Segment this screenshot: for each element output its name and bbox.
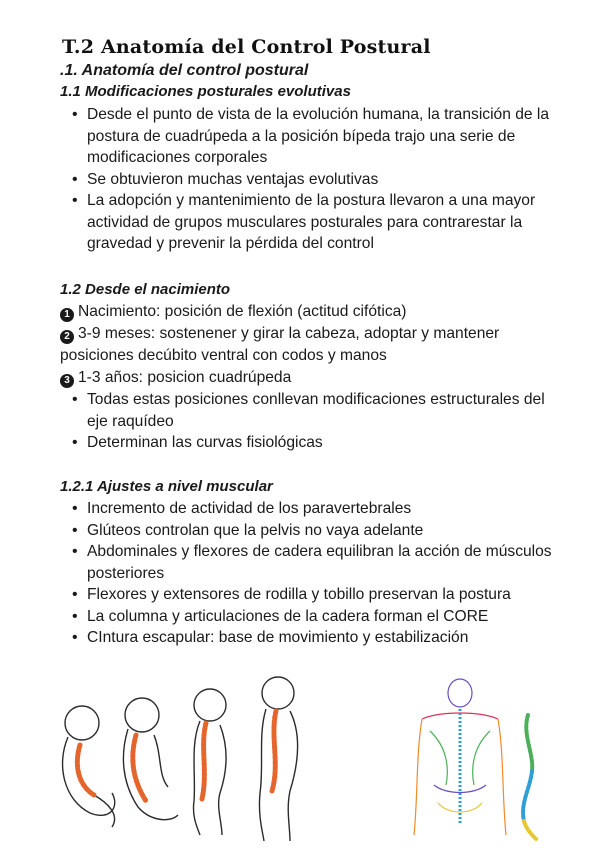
back-view-skeleton-figure [414,679,506,835]
list-item: • La columna y articulaciones de la cadera forman el CORE [60,606,560,628]
list-item: • Desde el punto de vista de la evolución humana, la transición de la postura de cuadrúpeda a la posición bípeda trajo una serie de modificaciones corporales [60,104,560,169]
infant-sitting-spine-figure [123,698,178,820]
numbered-item [60,301,560,323]
number-marker: 2 [60,330,74,344]
subsection-heading-1-1: 1.1 Modificaciones posturales evolutivas [60,83,351,100]
subsection-heading-1-2: 1.2 Desde el nacimiento [60,281,231,298]
bullet-list-1-2 [60,389,560,454]
list-item: • CIntura escapular: base de movimiento y estabilización [60,627,560,649]
numbered-item [60,323,560,366]
list-item: • Incremento de actividad de los paravertebrales [60,498,560,520]
list-item: • Abdominales y flexores de cadera equilibran la acción de músculos posteriores [60,541,560,584]
section-heading: .1. Anatomía del control postural [60,62,309,79]
bullet-list-1-1 [60,104,560,255]
subsection-heading-1-2-1: 1.2.1 Ajustes a nivel muscular [60,478,273,495]
list-item: • Flexores y extensores de rodilla y tobillo preservan la postura [60,584,560,606]
toddler-spine-figure [193,689,226,835]
side-view-spine-figure [523,715,536,839]
list-item: • Todas estas posiciones conllevan modificaciones estructurales del eje raquídeo [60,389,560,432]
list-item: • Glúteos controlan que la pelvis no vaya adelante [60,520,560,542]
number-marker: 3 [60,374,74,388]
numbered-item-text: 1-3 años: posicion cuadrúpeda [78,369,292,386]
page-title: T.2 Anatomía del Control Postural [62,36,431,58]
list-item: • Se obtuvieron muchas ventajas evolutivas [60,169,560,191]
numbered-item [60,367,560,389]
number-marker: 1 [60,308,74,322]
numbered-item-text: Nacimiento: posición de flexión (actitud cifótica) [78,303,407,320]
newborn-spine-figure [63,706,115,827]
posture-development-illustration [50,675,560,843]
numbered-item-text: 3-9 meses: sostenener y girar la cabeza, adoptar y mantener posiciones decúbito ventral con codos y manos [60,325,500,364]
list-item: • Determinan las curvas fisiológicas [60,432,560,454]
bullet-list-1-2-1 [60,498,560,649]
list-item: • La adopción y mantenimiento de la postura llevaron a una mayor actividad de grupos musculares posturales para contrarestar la gravedad y prevenir la pérdida del control [60,190,560,255]
child-standing-spine-figure [259,677,297,841]
